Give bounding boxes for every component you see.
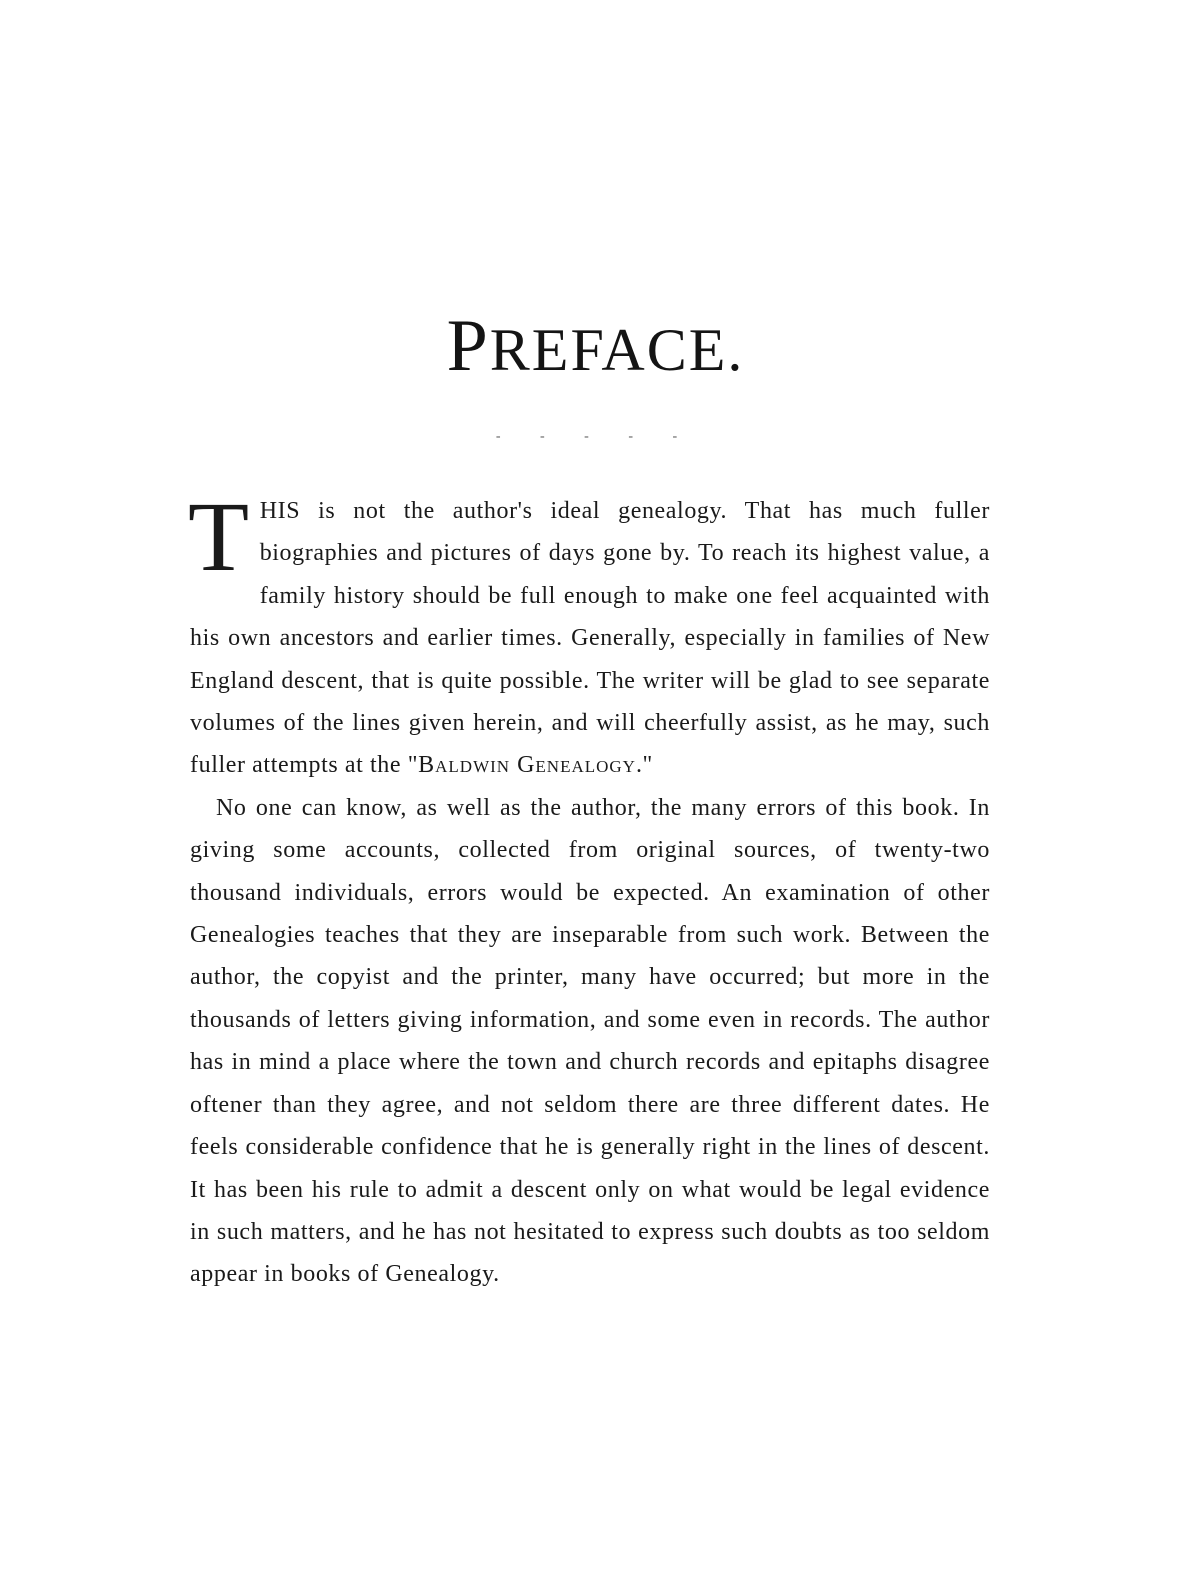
preface-body xyxy=(188,481,990,1296)
drop-cap: T xyxy=(188,481,250,592)
page-title xyxy=(0,305,1191,388)
title-ornament: - - - - - xyxy=(495,429,696,444)
book-title-reference: Baldwin Genealogy xyxy=(418,752,636,779)
paragraph-1-text: is not the author's ideal genealogy. That has much fuller biographies and pictures of days gone by. To reach its highest value, a family history should be full enough to make one feel acquainted with his own ancestors and earlier times. Generally, especially in families of New England descent, that is quite possible. The writer will be glad to see separate volumes of the lines given herein, and will cheerfully assist, as he may, such fuller attempts at the " xyxy=(190,498,990,779)
paragraph-2: No one can know, as well as the author, the many errors of this book. In giving some accounts, collected from original sources, of twenty-two thousand individuals, errors would be expected. An examination of other Genealogies teaches that they are inseparable from such work. Between the author, the copyist and the printer, many have occurred; but more in the thousands of letters giving information, and some even in records. The author has in mind a place where the town and church records and epitaphs disagree oftener than they agree, and not seldom there are three different dates. He feels considerable confidence that he is generally right in the lines of descent. It has been his rule to admit a descent only on what would be legal evidence in such matters, and he has not hesitated to express such doubts as too seldom appear in books of Genealogy. xyxy=(190,794,990,1288)
title-rest: REFACE. xyxy=(489,317,745,383)
title-initial: P xyxy=(446,305,490,387)
paragraph-1-lead: HIS xyxy=(259,498,301,524)
paragraph-1-end: ." xyxy=(635,752,653,779)
paragraph-1 xyxy=(188,481,990,787)
